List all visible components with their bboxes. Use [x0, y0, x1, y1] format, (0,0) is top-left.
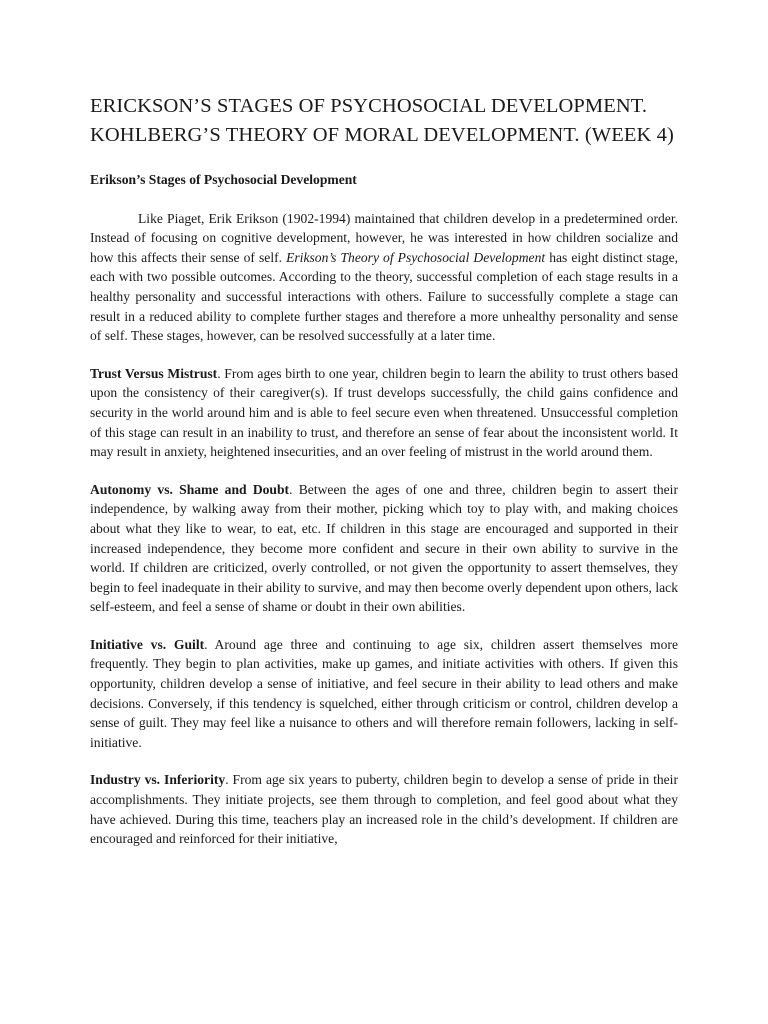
section-heading: Erikson’s Stages of Psychosocial Development — [90, 172, 357, 187]
intro-text-part-2: has eight distinct stage, each with two possible outcomes. According to the theory, successful completion of each stage results in a healthy personality and successful interactions with others. Failure to successfully complete a stage can result in a reduced ability to complete further stages and therefore a more unhealthy personality and sense of self. These stages, however, can be resolved successfully at a later time. — [90, 249, 679, 344]
stage-paragraph-autonomy — [90, 480, 678, 617]
stage-paragraph-trust — [90, 364, 678, 462]
stage-paragraph-industry — [90, 770, 678, 848]
intro-text-part-1: Like Piaget, Erik Erikson (1902-1994) maintained that children develop in a predetermined order. Instead of focusing on cognitive development, however, he was interested in how children socialize and how this affects their sense of self. — [90, 210, 678, 265]
intro-italic-theory-name: Erikson’s Theory of Psychosocial Development — [286, 249, 546, 265]
stage-text-industry: . From age six years to puberty, children begin to develop a sense of pride in their accomplishments. They initiate projects, see them through to completion, and feel good about what they have achieved. During this time, teachers play an increased role in the child’s development. If children are encouraged and reinforced for their initiative, — [90, 772, 678, 847]
document-title-line-2: KOHLBERG’S THEORY OF MORAL DEVELOPMENT. (WEEK 4) — [90, 124, 674, 146]
stage-paragraph-initiative — [90, 635, 678, 753]
stage-name-initiative: Initiative vs. Guilt — [90, 636, 205, 652]
stage-name-trust: Trust Versus Mistrust — [90, 365, 218, 381]
document-page — [90, 92, 678, 867]
stage-text-autonomy: . Between the ages of one and three, children begin to assert their independence, by walking away from their mother, picking which toy to play with, and making choices about what they like to wear, to eat, etc. If children in this stage are encouraged and supported in their increased independence, they become more confident and secure in their own ability to survive in the world. If children are criticized, overly controlled, or not given the opportunity to assert themselves, they begin to feel inadequate in their ability to survive, and may then become overly dependent upon others, lack self-esteem, and feel a sense of shame or doubt in their own abilities. — [90, 481, 678, 615]
stage-text-initiative: . Around age three and continuing to age six, children assert themselves more frequently. They begin to plan activities, make up games, and initiate activities with others. If given this opportunity, children develop a sense of initiative, and feel secure in their ability to lead others and make decisions. Conversely, if this tendency is squelched, either through criticism or control, children develop a sense of guilt. They may feel like a nuisance to others and will therefore remain followers, lacking in self-initiative. — [90, 636, 678, 750]
stage-name-industry: Industry vs. Inferiority — [90, 772, 226, 788]
intro-paragraph — [90, 209, 678, 346]
stage-text-trust: . From ages birth to one year, children begin to learn the ability to trust others based upon the consistency of their caregiver(s). If trust develops successfully, the child gains confidence and security in the world around him and is able to feel secure even when threatened. Unsuccessful completion of this stage can result in an inability to trust, and therefore an sense of fear about the inconsistent world. It may result in anxiety, heightened insecurities, and an over feeling of mistrust in the world around them. — [90, 365, 678, 460]
document-title — [90, 92, 678, 150]
stage-name-autonomy: Autonomy vs. Shame and Doubt — [90, 481, 290, 497]
document-title-line-1: ERICKSON’S STAGES OF PSYCHOSOCIAL DEVELOPMENT. — [90, 95, 648, 117]
